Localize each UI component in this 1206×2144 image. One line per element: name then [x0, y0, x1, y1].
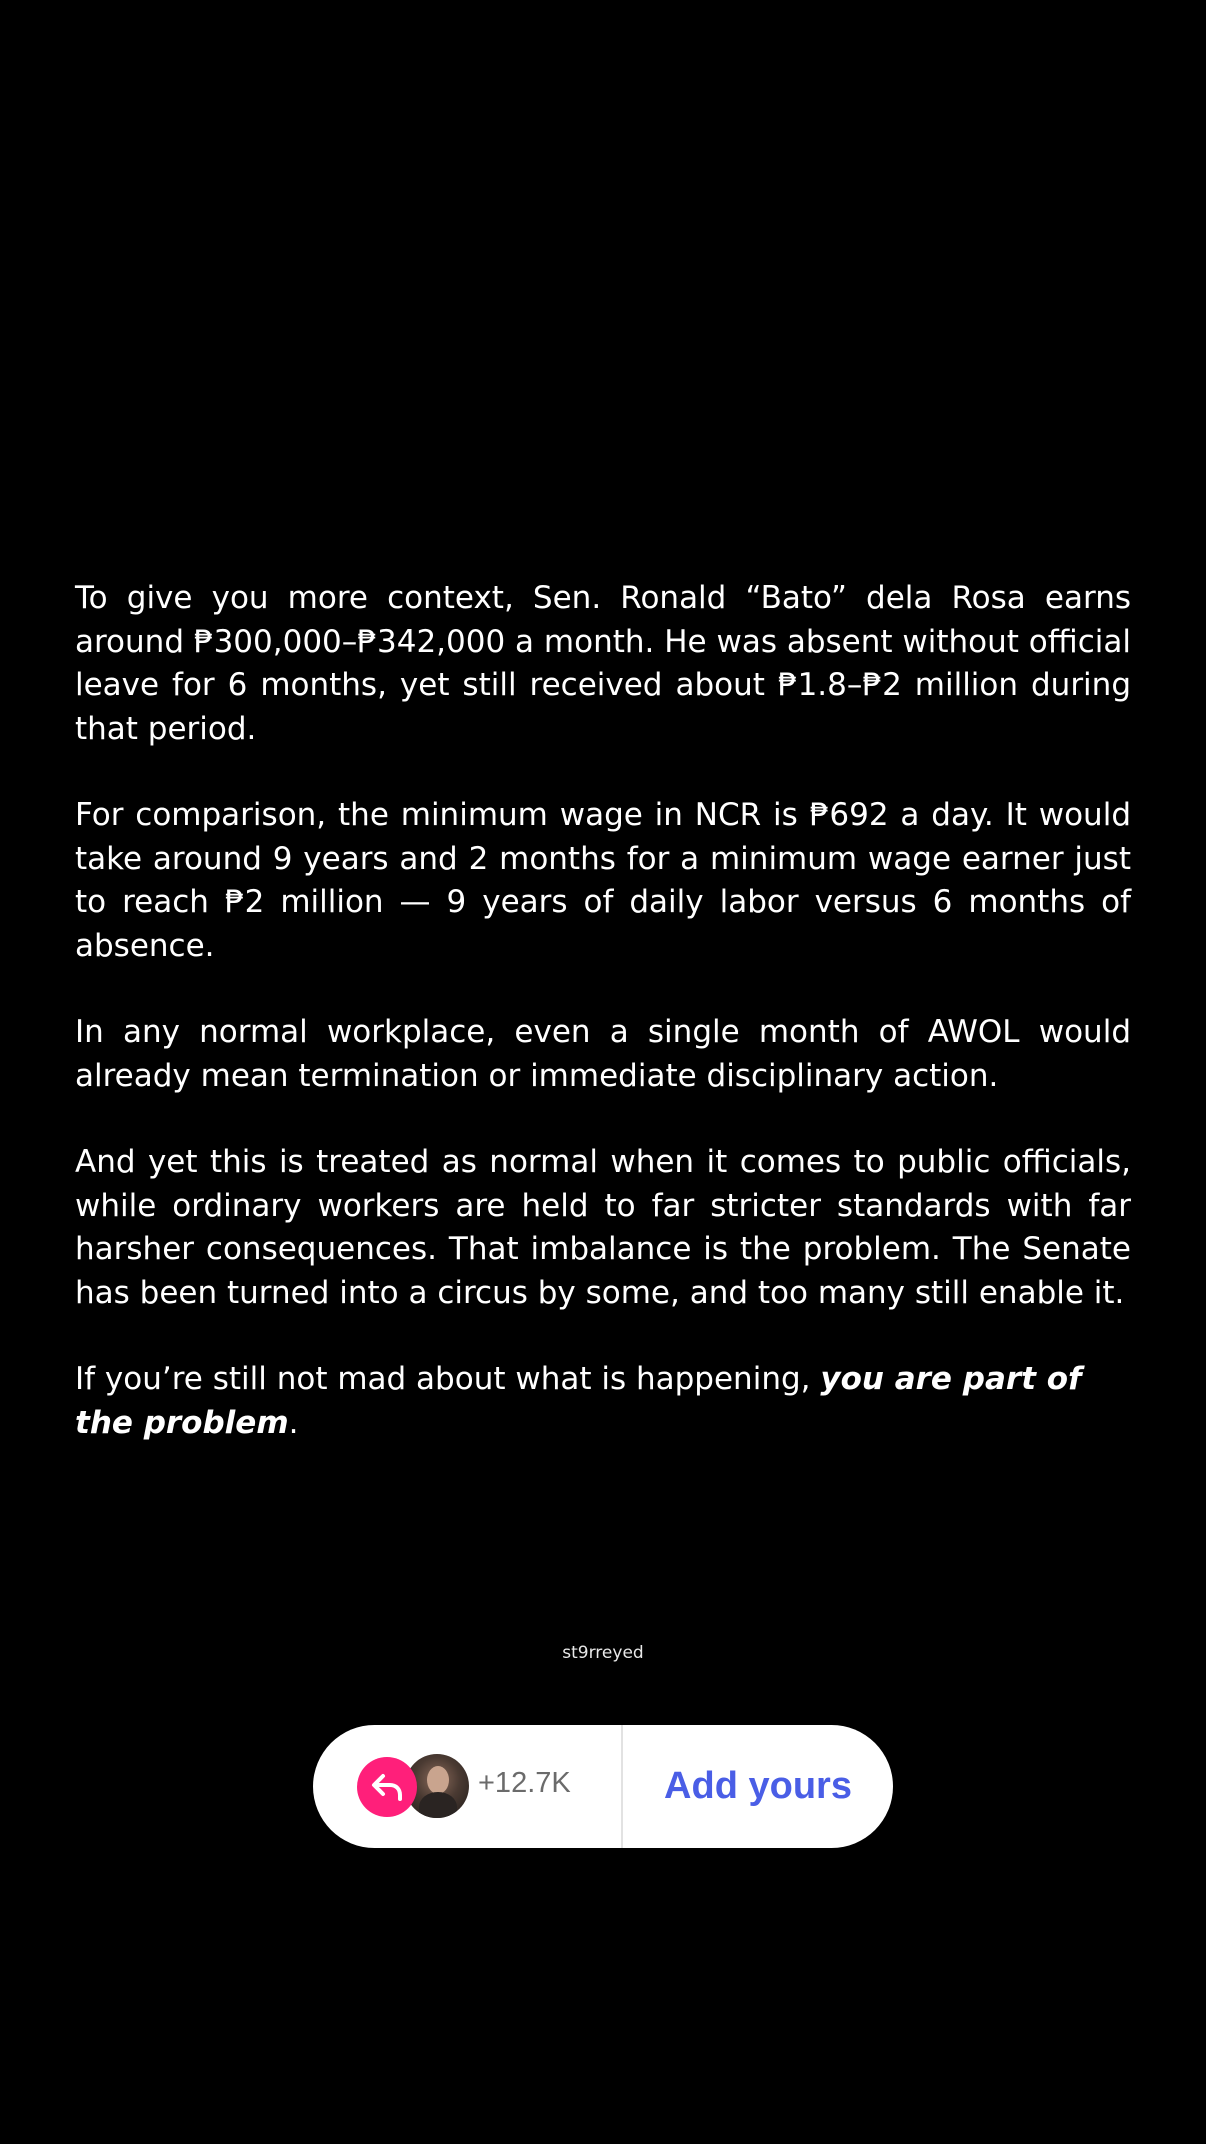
paragraph-conclusion	[75, 1358, 1131, 1445]
conclusion-end: .	[288, 1404, 299, 1441]
add-yours-participants[interactable]	[313, 1725, 621, 1848]
story-text	[75, 577, 1131, 1488]
reply-arrow-icon	[357, 1757, 417, 1817]
add-yours-sticker[interactable]	[313, 1725, 893, 1848]
conclusion-emphasis: you are part of the problem	[75, 1361, 1082, 1441]
conclusion-plain: If you’re still not mad about what is happening,	[75, 1361, 821, 1397]
add-yours-button[interactable]: Add yours	[664, 1765, 852, 1807]
paragraph-comparison: For comparison, the minimum wage in NCR is ₱692 a day. It would take around 9 years and 2 months for a minimum wage earner just to reach ₱2 million — 9 years of daily labor versus 6 months of absence.	[75, 797, 1131, 964]
paragraph-context: To give you more context, Sen. Ronald “Bato” dela Rosa earns around ₱300,000–₱342,000 a month. He was absent without official leave for 6 months, yet still received about ₱1.8–₱2 million during that period.	[75, 580, 1131, 747]
paragraph-workplace: In any normal workplace, even a single month of AWOL would already mean termination or immediate disciplinary action.	[75, 1014, 1131, 1094]
story-username[interactable]: st9rreyed	[562, 1643, 644, 1663]
participant-count: +12.7K	[478, 1767, 571, 1799]
paragraph-imbalance: And yet this is treated as normal when it comes to public officials, while ordinary workers are held to far stricter standards with far harsher consequences. That imbalance is the problem. The Senate has been turned into a circus by some, and too many still enable it.	[75, 1144, 1131, 1311]
